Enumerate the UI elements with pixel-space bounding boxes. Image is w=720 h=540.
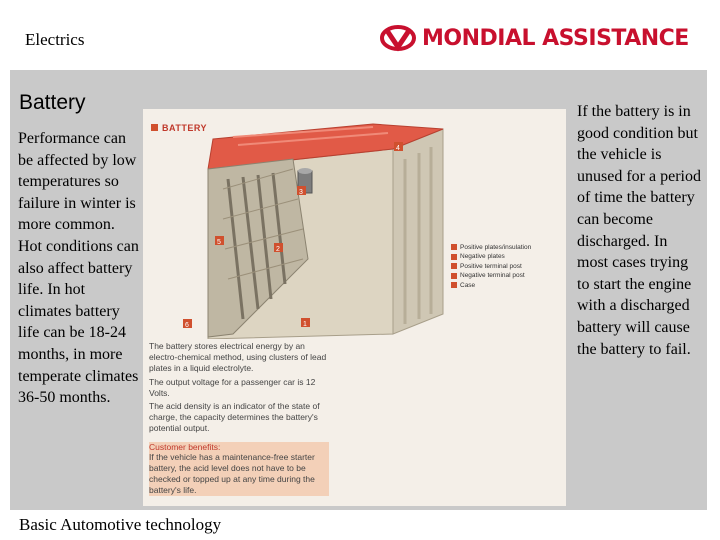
footer-text: Basic Automotive technology [19,515,222,534]
legend-item: Negative plates [451,252,531,261]
logo-text: MONDIAL ASSISTANCE [422,25,689,51]
benefit-text: If the vehicle has a maintenance-free starter battery, the acid level does not have to be checked or topped up at any time during the battery's life. [149,452,315,495]
company-logo [378,22,700,54]
legend-item: Negative terminal post [451,271,531,280]
svg-text:4: 4 [396,145,400,152]
battery-figure [143,109,566,506]
battery-illustration [143,109,566,339]
customer-benefits-box [149,442,329,496]
benefit-heading: Customer benefits: [149,442,221,452]
mondial-logo-icon [378,23,418,53]
page-header-title: Electrics [25,30,85,49]
figure-legend [451,243,531,290]
figure-caption-3: The acid density is an indicator of the state of charge, the capacity determines the battery's potential output. [149,401,320,433]
right-paragraph: If the battery is in good condition but the vehicle is unused for a period of time the battery can become discharged. In most cases trying to start the engine with a discharged battery will cause the battery to fail. [577,103,701,358]
svg-text:1: 1 [303,321,307,328]
figure-caption-2: The output voltage for a passenger car is 12 Volts. [149,377,316,398]
legend-item: Case [451,281,531,290]
svg-text:3: 3 [299,189,303,196]
figure-title: BATTERY [151,123,207,133]
left-paragraph: Performance can be affected by low temperatures so failure in winter is more common. Hot conditions can also affect battery life. In hot climates battery life can be 18-24 months, in more temperate climates 36-50 months. [18,130,139,407]
svg-text:5: 5 [217,239,221,246]
svg-text:6: 6 [185,322,189,329]
legend-item: Positive plates/insulation [451,243,531,252]
slide-title: Battery [19,91,86,114]
figure-caption-1: The battery stores electrical energy by an electro-chemical method, using clusters of lead plates in a liquid electrolyte. [149,341,327,373]
svg-text:2: 2 [276,246,280,253]
legend-item: Positive terminal post [451,262,531,271]
